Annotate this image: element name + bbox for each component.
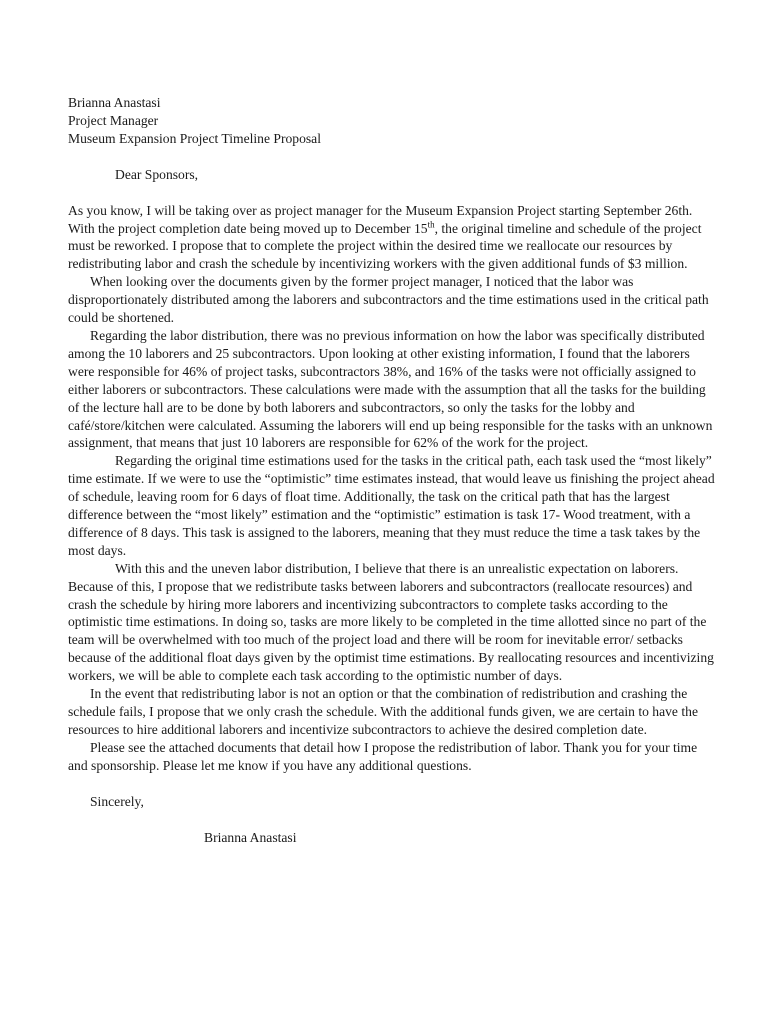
ordinal-suffix: th <box>427 219 435 229</box>
paragraph-intro <box>68 202 718 274</box>
paragraph-time-estimations: Regarding the original time estimations used for the tasks in the critical path, each task used the “most likely” time estimate. If we were to use the “optimistic” time estimates instead, that would leave us finishing the project ahead of schedule, leaving room for 6 days of float time. Additionally, the task on the critical path that has the largest difference between the “most likely” estimation and the “optimistic” estimation is task 17- Wood treatment, with a difference of 8 days. This task is assigned to the laborers, meaning that they must reduce the time a task takes by the most days. <box>68 453 715 558</box>
paragraph-proposal: With this and the uneven labor distribution, I believe that there is an unrealistic expectation on laborers. Because of this, I propose that we redistribute tasks between laborers and subcontractors (reallocate resources) and crash the schedule by hiring more laborers and incentivizing subcontractors to complete tasks according to the optimistic time estimations. In doing so, tasks are more likely to be completed in the time allotted since no part of the team will be overwhelmed with too much of the project load and there will be room for inevitable error/ setbacks because of the additional float days given by the optimist time estimations. By reallocating resources and incentivizing workers, we will be able to complete each task according to the optimistic number of days. <box>68 560 714 684</box>
paragraph-observation: When looking over the documents given by the former project manager, I noticed that the labor was disproportionately distributed among the laborers and subcontractors and the time estimations used in the critical path could be shortened. <box>68 274 709 326</box>
closing: Sincerely, <box>90 793 144 809</box>
paragraph-intro-text-b: , the original timeline and schedule of the project must be reworked. I propose that to complete the project within the desired time we reallocate our resources by redistributing labor and crash the schedule by incentivizing workers with the given additional funds of $3 million. <box>68 220 702 272</box>
author-title: Project Manager <box>68 112 159 128</box>
paragraph-intro-text-a: As you know, I will be taking over as project manager for the Museum Expansion Project starting September 26th. With the project completion date being moved up to December 15 <box>68 202 693 236</box>
spacer <box>68 184 718 202</box>
author-name: Brianna Anastasi <box>68 95 161 110</box>
spacer <box>68 811 718 829</box>
signature: Brianna Anastasi <box>204 829 297 845</box>
paragraph-fallback: In the event that redistributing labor is not an option or that the combination of redistribution and crashing the schedule fails, I propose that we only crash the schedule. With the additional funds given, we are certain to have the resources to hire additional laborers and incentivize subcontractors to achieve the desired completion date. <box>68 686 698 737</box>
spacer <box>68 775 718 793</box>
paragraph-thanks: Please see the attached documents that detail how I propose the redistribution of labor. Thank you for your time and sponsorship. Please let me know if you have any additional questions. <box>68 739 698 773</box>
paragraph-labor-distribution: Regarding the labor distribution, there was no previous information on how the labor was specifically distributed among the 10 laborers and 25 subcontractors. Upon looking at other existing information, I found that the laborers were responsible for 46% of project tasks, subcontractors 38%, and 16% of the tasks were not officially assigned to either laborers or subcontractors. These calculations were made with the assumption that all the tasks for the building of the lecture hall are to be done by both laborers and subcontractors, so only the tasks for the lobby and café/store/kitchen were calculated. Assuming the laborers will end up being responsible for the tasks with an unknown assignment, that means that just 10 laborers are responsible for 62% of the work for the project. <box>68 327 713 451</box>
letter-subject: Museum Expansion Project Timeline Proposal <box>68 130 321 146</box>
salutation: Dear Sponsors, <box>115 166 199 182</box>
letter-page <box>68 94 718 846</box>
spacer <box>68 148 718 166</box>
